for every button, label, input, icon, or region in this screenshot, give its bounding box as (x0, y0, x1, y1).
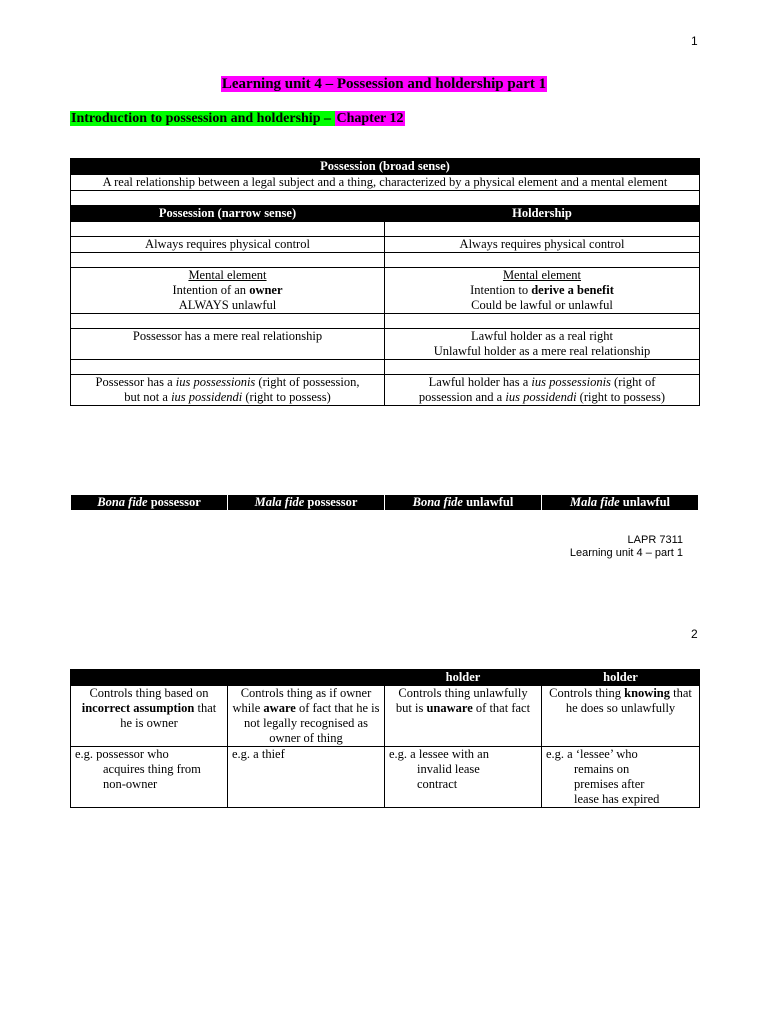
desc-text: of that fact (472, 701, 531, 715)
desc-bold: incorrect assumption (81, 701, 195, 715)
spacer-cell (71, 222, 385, 237)
desc-mala-fide-unlawful (542, 686, 700, 747)
spacer-cell (385, 360, 700, 375)
example-mala-fide-possessor (228, 747, 385, 808)
broad-sense-header: Possession (broad sense) (71, 159, 700, 175)
example-line: acquires thing from (103, 762, 201, 776)
section-heading (70, 111, 405, 127)
category-italic: Mala fide (254, 495, 305, 509)
section-heading-text: Introduction to possession and holdership – (71, 111, 335, 126)
ius-text: (right of possession, (255, 375, 360, 389)
desc-text: Controls thing unlawfully but is (395, 686, 528, 715)
page-number: 2 (691, 627, 698, 641)
desc-bold: unaware (426, 701, 473, 715)
ius-term: ius possidendi (505, 390, 577, 404)
physical-narrow: Always requires physical control (71, 237, 385, 253)
page-title (0, 76, 768, 93)
ius-text: (right to possess) (576, 390, 666, 404)
spacer-cell (385, 222, 700, 237)
header-cell (71, 670, 228, 686)
relationship-hold-line2: Unlawful holder as a mere real relationship (433, 344, 651, 358)
ius-text: (right to possess) (242, 390, 331, 404)
example-mala-fide-unlawful (542, 747, 700, 808)
footer-course-code: LAPR 7311 (627, 534, 683, 546)
spacer-cell (385, 314, 700, 329)
example-line: non-owner (103, 777, 158, 791)
example-line: remains on (574, 762, 630, 776)
broad-sense-definition: A real relationship between a legal subject and a thing, characterized by a physical element and a mental element (71, 175, 700, 191)
category-rest: unlawful (462, 495, 514, 509)
categories-header-row (70, 494, 699, 511)
mental-narrow-bold: owner (249, 283, 283, 297)
category-bona-fide-possessor (71, 495, 228, 511)
page-number: 1 (691, 34, 698, 48)
mental-label: Mental element (188, 268, 267, 282)
desc-bona-fide-possessor (71, 686, 228, 747)
fide-categories-table (70, 669, 700, 808)
example-line: lease has expired (574, 792, 660, 806)
desc-text: of fact that he is not legally recognised as owner of thing (244, 701, 380, 745)
ius-text: Lawful holder has a (428, 375, 532, 389)
example-line: e.g. possessor who (75, 747, 169, 761)
example-line: premises after (574, 777, 645, 791)
desc-text: Controls thing as if owner while (232, 686, 372, 715)
footer-unit: Learning unit 4 – part 1 (569, 547, 683, 559)
ius-term: ius possessionis (531, 375, 611, 389)
header-cell (228, 670, 385, 686)
header-cell-holder: holder (385, 670, 542, 686)
category-bona-fide-unlawful (385, 495, 542, 511)
example-line: e.g. a thief (232, 747, 285, 761)
spacer-cell (71, 253, 385, 268)
mental-narrow-text: Intention of an (172, 283, 250, 297)
category-rest: unlawful (619, 495, 671, 509)
ius-text: but not a (124, 390, 172, 404)
relationship-narrow: Possessor has a mere real relationship (71, 329, 385, 360)
relationship-hold-line1: Lawful holder as a real right (471, 329, 613, 343)
example-bona-fide-unlawful (385, 747, 542, 808)
mental-hold-bold: derive a benefit (531, 283, 614, 297)
desc-text: that he is owner (120, 701, 217, 730)
desc-text: that he does so unlawfully (565, 686, 692, 715)
mental-hold-text: Intention to (470, 283, 532, 297)
spacer-cell (71, 314, 385, 329)
narrow-sense-header: Possession (narrow sense) (71, 206, 385, 222)
example-line: e.g. a ‘lessee’ who (546, 747, 638, 761)
title-text: Learning unit 4 – Possession and holdership part 1 (221, 76, 547, 92)
category-italic: Bona fide (97, 495, 148, 509)
ius-text: (right of (610, 375, 656, 389)
example-line: e.g. a lessee with an (389, 747, 489, 761)
physical-holdership: Always requires physical control (385, 237, 700, 253)
mental-hold-line2: Could be lawful or unlawful (471, 298, 613, 312)
mental-label: Mental element (502, 268, 582, 282)
desc-bold: aware (263, 701, 296, 715)
category-italic: Bona fide (412, 495, 463, 509)
mental-narrow (71, 268, 385, 314)
category-rest: possessor (147, 495, 201, 509)
mental-holdership (385, 268, 700, 314)
example-line: contract (417, 777, 458, 791)
desc-text: Controls thing based on (89, 686, 209, 700)
ius-term: ius possidendi (171, 390, 243, 404)
ius-narrow (71, 375, 385, 406)
category-mala-fide-possessor (228, 495, 385, 511)
page-footer (560, 534, 683, 560)
chapter-reference: Chapter 12 (336, 111, 404, 126)
possession-table (70, 158, 700, 406)
ius-text: possession and a (418, 390, 506, 404)
mental-narrow-line2: ALWAYS unlawful (178, 298, 277, 312)
category-italic: Mala fide (569, 495, 620, 509)
ius-term: ius possessionis (175, 375, 256, 389)
desc-bona-fide-unlawful (385, 686, 542, 747)
relationship-holdership (385, 329, 700, 360)
spacer-row (71, 191, 700, 206)
spacer-cell (385, 253, 700, 268)
header-cell-holder: holder (542, 670, 700, 686)
desc-mala-fide-possessor (228, 686, 385, 747)
category-rest: possessor (304, 495, 358, 509)
ius-holdership (385, 375, 700, 406)
desc-bold: knowing (624, 686, 670, 700)
desc-text: Controls thing (549, 686, 625, 700)
example-bona-fide-possessor (71, 747, 228, 808)
ius-text: Possessor has a (95, 375, 176, 389)
example-line: invalid lease (417, 762, 480, 776)
holdership-header: Holdership (385, 206, 700, 222)
category-mala-fide-unlawful (542, 495, 699, 511)
spacer-cell (71, 360, 385, 375)
